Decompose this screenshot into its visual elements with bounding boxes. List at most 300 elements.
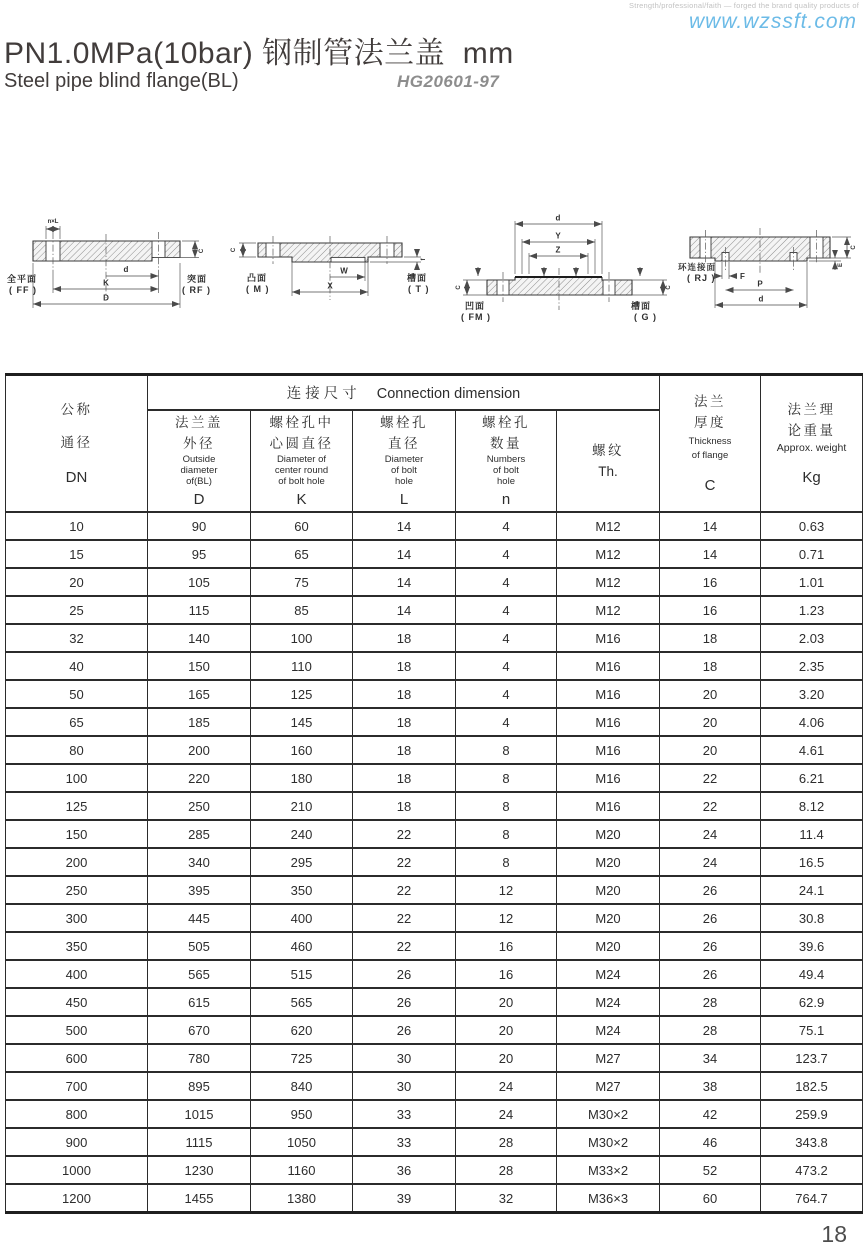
table-cell: 18 [353,652,456,680]
table-cell: 8 [456,764,557,792]
table-cell: 60 [660,1184,761,1213]
table-cell: 800 [6,1100,148,1128]
col-header-thread [557,410,660,512]
table-cell: 4 [456,568,557,596]
table-cell: 395 [148,876,251,904]
table-cell: M24 [557,960,660,988]
table-cell: 26 [353,988,456,1016]
table-cell: 250 [6,876,148,904]
table-cell: 30 [353,1044,456,1072]
dim-label-f: F [740,272,745,281]
table-cell: M16 [557,792,660,820]
table-cell: 220 [148,764,251,792]
face-label-ff-code: ( FF ) [9,285,37,295]
table-cell: 10 [6,512,148,540]
header-line: hole [395,475,413,487]
table-cell: 30.8 [761,904,863,932]
table-row [6,596,863,624]
table-cell: 32 [456,1184,557,1213]
table-cell: 950 [251,1100,353,1128]
header-line: 论重量 [787,422,836,438]
table-cell: 165 [148,680,251,708]
table-cell: 22 [660,792,761,820]
face-label-t-code: ( T ) [408,284,430,294]
table-cell: M16 [557,680,660,708]
table-cell: 16.5 [761,848,863,876]
face-label-m-code: ( M ) [246,284,270,294]
dim-label-c-right: C [666,285,672,290]
table-cell: 350 [6,932,148,960]
table-cell: M27 [557,1072,660,1100]
table-cell: 140 [148,624,251,652]
table-cell: 200 [148,736,251,764]
table-cell: 14 [353,512,456,540]
table-cell: 895 [148,1072,251,1100]
dim-label-y: Y [555,231,561,241]
table-cell: 38 [660,1072,761,1100]
table-cell: 14 [353,540,456,568]
table-cell: 473.2 [761,1156,863,1184]
table-cell: M20 [557,932,660,960]
table-cell: M16 [557,624,660,652]
table-cell: 65 [251,540,353,568]
table-cell: 18 [353,764,456,792]
table-cell: 18 [353,624,456,652]
table-cell: 4 [456,652,557,680]
table-cell: 33 [353,1100,456,1128]
table-row [6,932,863,960]
table-cell: 22 [353,876,456,904]
table-row [6,1044,863,1072]
header-line: 厚度 [694,415,727,431]
table-cell: 295 [251,848,353,876]
table-cell: 24 [456,1100,557,1128]
dim-label-d: d [123,265,129,274]
table-cell: 285 [148,820,251,848]
table-row [6,904,863,932]
header-line: hole [497,475,515,487]
face-label-fm-zh: 凹面 [465,301,486,311]
table-row [6,1156,863,1184]
table-cell: M33×2 [557,1156,660,1184]
dim-label-outer-d: D [103,293,109,303]
table-cell: 15 [6,540,148,568]
table-cell: M16 [557,764,660,792]
table-cell: 20 [456,1016,557,1044]
header-line: 公称 [60,402,93,418]
table-row [6,1100,863,1128]
dim-label-c: C [851,245,857,250]
header-line: DN [65,468,88,486]
table-cell: 460 [251,932,353,960]
dim-label-x: X [327,281,333,291]
table-cell: 1050 [251,1128,353,1156]
table-cell: 4.06 [761,708,863,736]
table-cell: 32 [6,624,148,652]
group-header-connection-dimension [148,375,660,411]
header-line: 数量 [490,436,522,452]
table-cell: 18 [660,652,761,680]
dim-label-d: d [758,294,764,304]
header-line: D [193,490,205,508]
header-line: of flange [691,449,729,461]
table-cell: 505 [148,932,251,960]
table-cell: 14 [353,568,456,596]
table-cell: 8 [456,736,557,764]
header-line: Thickness [688,436,732,447]
table-cell: 250 [148,792,251,820]
table-cell: 8.12 [761,792,863,820]
table-cell: 14 [353,596,456,624]
table-cell: M12 [557,540,660,568]
face-labels [678,262,716,283]
table-cell: 85 [251,596,353,624]
table-row [6,624,863,652]
table-cell: 16 [660,596,761,624]
table-cell: 2.03 [761,624,863,652]
table-cell: 1.01 [761,568,863,596]
header-line: Outside [182,454,216,466]
table-cell: M20 [557,820,660,848]
table-cell: 33 [353,1128,456,1156]
table-cell: 300 [6,904,148,932]
table-row [6,792,863,820]
header-line: 螺纹 [592,443,625,459]
table-cell: 49.4 [761,960,863,988]
table-cell: 20 [660,680,761,708]
table-cell: 1380 [251,1184,353,1213]
table-row [6,1128,863,1156]
header-line: K [296,490,307,508]
table-cell: 400 [251,904,353,932]
table-cell: M12 [557,568,660,596]
table-row [6,512,863,540]
table-cell: 240 [251,820,353,848]
table-cell: 65 [6,708,148,736]
table-cell: M24 [557,1016,660,1044]
table-cell: 80 [6,736,148,764]
table-cell: 62.9 [761,988,863,1016]
table-row [6,764,863,792]
table-cell: 22 [660,764,761,792]
table-row [6,960,863,988]
table-cell: 125 [251,680,353,708]
col-header-c [660,375,761,513]
table-cell: 725 [251,1044,353,1072]
page-number: 18 [821,1221,847,1247]
header-line: Th. [598,464,618,480]
col-header-n [456,410,557,512]
header-line: 螺栓孔 [482,415,530,431]
page-subtitle: Steel pipe blind flange(BL) [4,70,239,92]
header-line: C [704,476,716,494]
drawing-ring-joint-face [678,214,864,324]
table-cell: 39.6 [761,932,863,960]
table-cell: 75 [251,568,353,596]
table-cell: 340 [148,848,251,876]
dim-label-c-left: C [456,285,462,290]
header-line: Approx. weight [776,441,847,454]
table-cell: 14 [660,512,761,540]
table-row [6,1184,863,1213]
table-cell: 36 [353,1156,456,1184]
header-line: L [399,490,409,508]
header-line: of(BL) [186,475,212,487]
dim-label-f: f [421,258,427,261]
table-cell: 565 [148,960,251,988]
table-cell: 4 [456,708,557,736]
table-cell: 22 [353,820,456,848]
table-cell: 400 [6,960,148,988]
table-cell: 18 [660,624,761,652]
table-cell: 343.8 [761,1128,863,1156]
col-header-dn [6,375,148,513]
table-cell: 34 [660,1044,761,1072]
table-cell: 16 [456,960,557,988]
table-row [6,540,863,568]
header-line: Diameter of [276,454,327,466]
table-cell: 26 [660,876,761,904]
table-cell: 1115 [148,1128,251,1156]
table-cell: 182.5 [761,1072,863,1100]
group-header-en: Connection dimension [376,386,521,402]
table-cell: 840 [251,1072,353,1100]
col-header-l [353,410,456,512]
table-cell: M20 [557,904,660,932]
table-row [6,820,863,848]
header-line: 直径 [388,436,420,452]
face-label-fm-code: ( FM ) [461,312,491,322]
table-cell: 20 [660,736,761,764]
table-cell: 4 [456,596,557,624]
drawing-flat-raised-face [6,214,228,320]
table-cell: 20 [6,568,148,596]
table-cell: 125 [6,792,148,820]
dim-label-k: K [103,278,109,288]
brand-tagline: Strength/professional/faith — forged the brand quality products of [629,1,859,10]
face-label-rf-zh: 突面 [187,274,208,284]
table-cell: 150 [148,652,251,680]
table-cell: 259.9 [761,1100,863,1128]
table-cell: 46 [660,1128,761,1156]
table-cell: M16 [557,652,660,680]
table-cell: 26 [353,960,456,988]
table-cell: 39 [353,1184,456,1213]
flange-section [33,232,180,298]
table-cell: 515 [251,960,353,988]
table-cell: 18 [353,708,456,736]
table-cell: 14 [660,540,761,568]
drawing-male-tongue-face [228,214,456,320]
table-cell: 3.20 [761,680,863,708]
table-cell: 764.7 [761,1184,863,1213]
header-line: Numbers [486,454,526,466]
table-cell: 18 [353,680,456,708]
table-cell: 28 [660,1016,761,1044]
table-cell: 105 [148,568,251,596]
group-header-row [6,375,863,411]
table-cell: 24 [660,820,761,848]
header-line: Diameter [384,454,424,466]
table-cell: 18 [353,736,456,764]
table-cell: 565 [251,988,353,1016]
table-cell: 150 [6,820,148,848]
table-cell: 4 [456,624,557,652]
table-row [6,568,863,596]
table-cell: 160 [251,736,353,764]
table-cell: 100 [251,624,353,652]
table-cell: 16 [456,932,557,960]
table-cell: 18 [353,792,456,820]
table-row [6,848,863,876]
table-cell: M16 [557,736,660,764]
table-cell: 500 [6,1016,148,1044]
table-cell: 22 [353,932,456,960]
table-row [6,652,863,680]
table-cell: 42 [660,1100,761,1128]
table-cell: 28 [456,1156,557,1184]
table-cell: 40 [6,652,148,680]
header-line: of bolt [391,464,417,476]
table-cell: M20 [557,848,660,876]
table-cell: 20 [456,1044,557,1072]
table-cell: 4.61 [761,736,863,764]
table-cell: 210 [251,792,353,820]
table-cell: 4 [456,512,557,540]
table-cell: 100 [6,764,148,792]
face-labels [246,272,430,294]
table-cell: 11.4 [761,820,863,848]
header-line: Kg [802,469,821,487]
flange-spec-table [5,373,863,1214]
table-cell: 24 [660,848,761,876]
table-cell: 900 [6,1128,148,1156]
table-cell: M24 [557,988,660,1016]
table-cell: 1015 [148,1100,251,1128]
dim-label-w: W [340,266,348,276]
table-cell: M20 [557,876,660,904]
table-cell: M12 [557,596,660,624]
table-cell: 22 [353,904,456,932]
table-row [6,708,863,736]
table-cell: 75.1 [761,1016,863,1044]
header-line: 通径 [60,435,93,450]
table-cell: M36×3 [557,1184,660,1213]
col-header-kg [761,375,863,513]
face-label-ff-zh: 全平面 [7,274,38,284]
table-cell: 445 [148,904,251,932]
table-cell: 615 [148,988,251,1016]
flange-section [487,268,632,310]
dim-label-p: P [757,279,763,289]
table-cell: 8 [456,848,557,876]
table-cell: 30 [353,1072,456,1100]
group-header-zh: 连接尺寸 [286,386,361,402]
table-cell: 0.71 [761,540,863,568]
col-header-k [251,410,353,512]
table-cell: 28 [660,988,761,1016]
dim-label-e: E [838,262,844,268]
table-cell: 52 [660,1156,761,1184]
header-line: 心圆直径 [269,436,334,452]
header-line: 法兰理 [787,401,836,417]
table-cell: 25 [6,596,148,624]
table-cell: M30×2 [557,1128,660,1156]
table-cell: 123.7 [761,1044,863,1072]
table-cell: 145 [251,708,353,736]
table-cell: 26 [660,932,761,960]
table-cell: 26 [660,960,761,988]
table-row [6,680,863,708]
table-cell: 110 [251,652,353,680]
dim-label-c: C [231,247,237,253]
face-label-t-zh: 槽面 [407,273,428,283]
table-cell: 180 [251,764,353,792]
drawing-female-groove-face [456,210,674,322]
table-cell: 185 [148,708,251,736]
table-cell: 24 [456,1072,557,1100]
table-cell: 1455 [148,1184,251,1213]
table-cell: 12 [456,876,557,904]
header-line: diameter [180,464,218,476]
table-cell: 28 [456,1128,557,1156]
table-cell: 20 [456,988,557,1016]
dim-label-nxl: n×L [47,219,59,225]
table-cell: M16 [557,708,660,736]
face-label-rf-code: ( RF ) [182,285,211,295]
table-cell: M30×2 [557,1100,660,1128]
table-cell: 2.35 [761,652,863,680]
dim-label-z: Z [555,245,561,255]
table-cell: 26 [660,904,761,932]
table-body [6,512,863,1213]
face-label-m-zh: 凸面 [247,273,268,283]
table-cell: 12 [456,904,557,932]
table-cell: 26 [353,1016,456,1044]
table-cell: 50 [6,680,148,708]
table-cell: M27 [557,1044,660,1072]
table-cell: 8 [456,792,557,820]
header-line: of bolt [493,464,519,476]
table-cell: 700 [6,1072,148,1100]
header-line: 螺栓孔 [380,415,428,431]
table-cell: 8 [456,820,557,848]
face-label-rj-code: ( RJ ) [687,273,716,283]
table-cell: 24.1 [761,876,863,904]
table-cell: 95 [148,540,251,568]
table-cell: 1230 [148,1156,251,1184]
face-label-g-zh: 槽面 [631,301,652,311]
table-cell: 1160 [251,1156,353,1184]
face-label-rj-zh: 环连接面 [678,262,717,272]
page-title: PN1.0MPa(10bar) 钢制管法兰盖 mm [4,37,514,70]
table-cell: 1.23 [761,596,863,624]
table-cell: 60 [251,512,353,540]
table-cell: 200 [6,848,148,876]
table-cell: 16 [660,568,761,596]
table-row [6,1016,863,1044]
table-cell: 22 [353,848,456,876]
table-cell: 6.21 [761,764,863,792]
header-line: center round [274,464,329,476]
table-cell: 600 [6,1044,148,1072]
face-label-g-code: ( G ) [634,312,657,322]
header-line: 法兰盖 [175,415,223,431]
table-cell: 20 [660,708,761,736]
table-cell: 1000 [6,1156,148,1184]
table-cell: 4 [456,540,557,568]
table-cell: 780 [148,1044,251,1072]
